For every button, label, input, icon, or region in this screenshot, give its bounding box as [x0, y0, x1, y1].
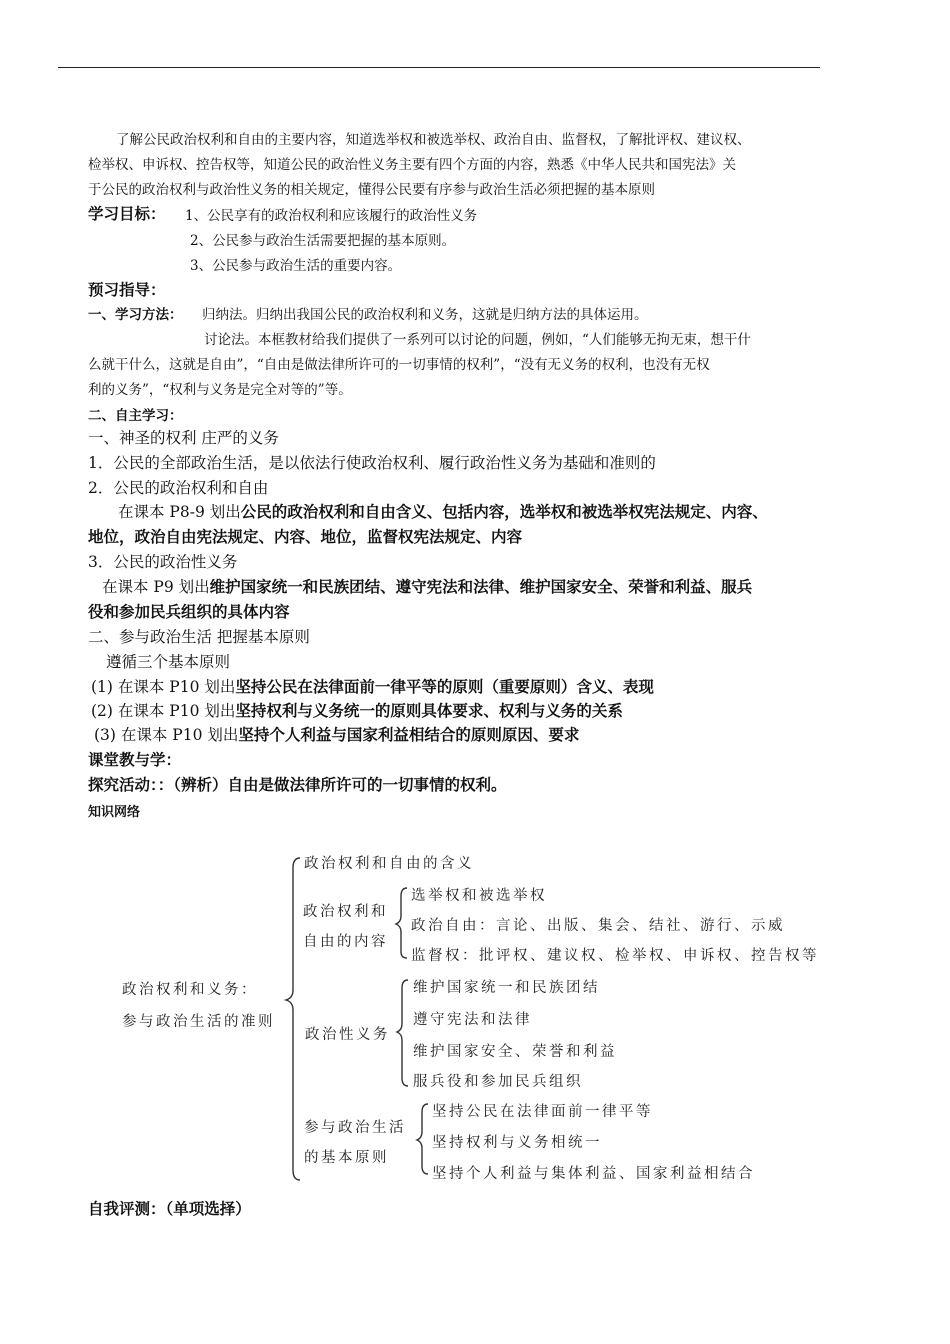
- duty-item-3: 维护国家安全、荣誉和利益: [413, 1044, 617, 1060]
- goal-item-1: 1、公民享有的政治权利和应该履行的政治性义务: [185, 208, 478, 224]
- explore-activity: 探究活动：：（辨析）自由是做法律所许可的一切事情的权利。: [88, 775, 507, 794]
- method-2-line-3: 利的义务”，“权利与义务是完全对等的”等。: [88, 382, 352, 398]
- principle-brace: [417, 1104, 428, 1174]
- self-study-heading: 二、自主学习：: [88, 408, 183, 424]
- branch-duty: 政治性义务: [305, 1027, 390, 1043]
- item-1: 1．公民的全部政治生活，是以依法行使政治权利、履行政治性义务为基础和准则的: [88, 454, 656, 472]
- section-2-title: 二、参与政治生活 把握基本原则: [88, 628, 310, 646]
- principle-2-bold: 坚持权利与义务统一的原则具体要求、权利与义务的关系: [235, 701, 623, 720]
- principle-item-2: 坚持权利与义务相统一: [432, 1135, 602, 1151]
- principle-3-bold: 坚持个人利益与国家利益相结合的原则原因、要求: [238, 725, 580, 744]
- section-2-subtitle: 遵循三个基本原则: [106, 653, 231, 671]
- duty-item-4: 服兵役和参加民兵组织: [413, 1074, 583, 1090]
- knowledge-network-label: 知识网络: [88, 805, 141, 820]
- self-test-heading: 自我评测：（单项选择）: [88, 1199, 251, 1218]
- diagram-root-2: 参与政治生活的准则: [122, 1014, 275, 1030]
- principle-item-3: 坚持个人利益与集体利益、国家利益相结合: [432, 1166, 755, 1182]
- branch-rights-1: 政治权利和: [303, 904, 388, 920]
- classroom-heading: 课堂教与学：: [88, 750, 182, 769]
- goal-item-3: 3、公民参与政治生活的重要内容。: [190, 258, 402, 274]
- rights-brace: [396, 888, 407, 958]
- section-1-title: 一、神圣的权利 庄严的义务: [88, 429, 279, 447]
- principle-2-prefix: (2) 在课本 P10 划出: [91, 702, 236, 720]
- branch-principles-2: 的基本原则: [304, 1150, 389, 1166]
- intro-line-2: 检举权、申诉权、控告权等，知道公民的政治性义务主要有四个方面的内容，熟悉《中华人民共和国宪法》关: [88, 157, 736, 173]
- rights-item-2: 政治自由：言论、出版、集会、结社、游行、示威: [411, 918, 785, 934]
- goal-item-2: 2、公民参与政治生活需要把握的基本原则。: [190, 233, 456, 249]
- duty-item-2: 遵守宪法和法律: [413, 1012, 532, 1028]
- goals-label: 学习目标：: [88, 204, 166, 223]
- item-2-prefix: 在课本 P8-9 划出: [118, 503, 241, 521]
- method-label: 一、学习方法：: [88, 307, 183, 323]
- method-1: 归纳法。归纳出我国公民的政治权利和义务，这就是归纳方法的具体运用。: [202, 307, 648, 323]
- item-3: 3．公民的政治性义务: [88, 553, 238, 571]
- item-3-prefix: 在课本 P9 划出: [102, 578, 210, 596]
- intro-line-3: 于公民的政治权利与政治性义务的相关规定，懂得公民要有序参与政治生活必须把握的基本原则: [88, 182, 655, 198]
- item-3-bold-1: 维护国家统一和民族团结、遵守宪法和法律、维护国家安全、荣誉和利益、服兵: [209, 577, 753, 596]
- preview-heading: 预习指导：: [88, 280, 166, 299]
- rights-item-3: 监督权：批评权、建议权、检举权、申诉权、控告权等: [411, 948, 819, 964]
- principle-item-1: 坚持公民在法律面前一律平等: [432, 1104, 653, 1120]
- method-2-line-1: 讨论法。本框教材给我们提供了一系列可以讨论的问题，例如，“人们能够无拘无束，想干什: [204, 332, 751, 348]
- intro-line-1: 了解公民政治权利和自由的主要内容，知道选举权和被选举权、政治自由、监督权，了解批评权、建议权、: [116, 132, 751, 148]
- duty-brace: [397, 980, 408, 1086]
- item-2-bold-2: 地位，政治自由宪法规定、内容、地位，监督权宪法规定、内容: [88, 527, 523, 546]
- item-2: 2．公民的政治权利和自由: [88, 479, 269, 497]
- diagram-root-1: 政治权利和义务：: [122, 982, 258, 998]
- principle-1-prefix: (1) 在课本 P10 划出: [91, 678, 236, 696]
- rights-item-1: 选举权和被选举权: [411, 888, 547, 904]
- main-brace: [286, 858, 300, 1180]
- duty-item-1: 维护国家统一和民族团结: [413, 980, 600, 996]
- item-2-bold-1: 公民的政治权利和自由含义、包括内容，选举权和被选举权宪法规定、内容、: [240, 502, 768, 521]
- principle-3-prefix: (3) 在课本 P10 划出: [94, 726, 239, 744]
- item-3-bold-2: 役和参加民兵组织的具体内容: [88, 602, 290, 621]
- branch-meaning: 政治权利和自由的含义: [304, 856, 474, 872]
- principle-1-bold: 坚持公民在法律面前一律平等的原则（重要原则）含义、表现: [235, 677, 654, 696]
- method-2-line-2: 么就干什么，这就是自由”，“自由是做法律所许可的一切事情的权利”，“没有无义务的权利，也没有无权: [88, 357, 710, 373]
- branch-principles-1: 参与政治生活: [304, 1120, 406, 1136]
- branch-rights-2: 自由的内容: [303, 934, 388, 950]
